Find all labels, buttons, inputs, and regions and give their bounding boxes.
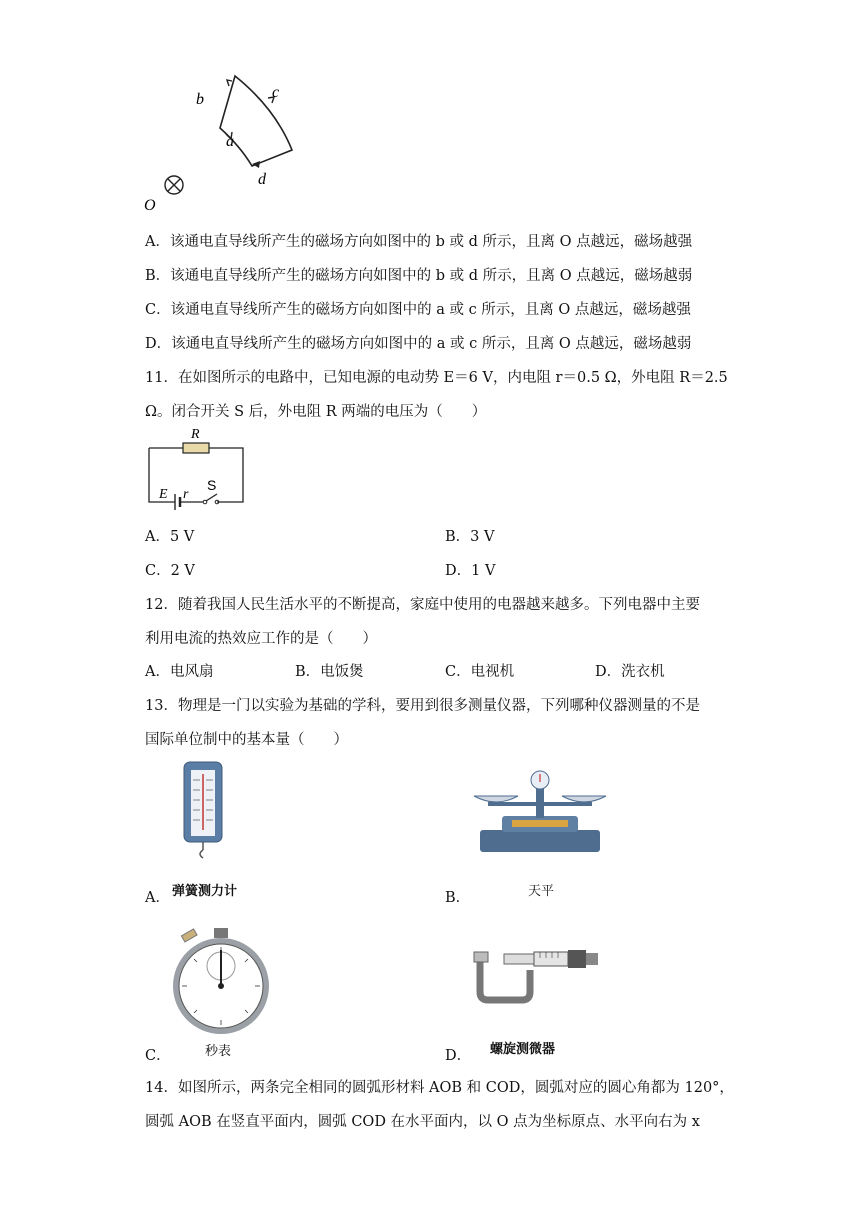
q11-stem-line2: Ω。闭合开关 S 后，外电阻 R 两端的电压为（ ） [145,404,487,420]
circuit-diagram [145,424,255,510]
q11-option-d: D．1 V [445,563,496,579]
q13-option-b-letter: B． [445,890,471,906]
label-r: r [183,487,189,502]
label-a: a [226,133,234,150]
q13-stem-line1: 13．物理是一门以实验为基础的学科，要用到很多测量仪器，下列哪种仪器测量的不是 [145,698,700,714]
magnetic-field-figure [140,68,310,218]
stopwatch-icon [166,922,276,1036]
q13-option-d-letter: D． [445,1048,472,1064]
q14-stem-line1: 14．如图所示，两条完全相同的圆弧形材料 AOB 和 COD，圆弧对应的圆心角都为 120°， [145,1080,734,1096]
q12-option-d: D．洗衣机 [595,664,665,680]
q12-option-c: C．电视机 [445,664,515,680]
q12-stem-line2: 利用电流的热效应工作的是（ ） [145,631,377,647]
label-d: d [258,171,266,188]
q13-caption-c: 秒表 [205,1044,232,1059]
q11-stem-line1: 11．在如图所示的电路中，已知电源的电动势 E＝6 V，内电阻 r＝0.5 Ω，外电阻 R＝2.5 [145,370,728,386]
arrow-d-icon [252,161,260,168]
resistor-icon [183,443,209,453]
q10-option-a: A．该通电直导线所产生的磁场方向如图中的 b 或 d 所示，且离 O 点越远，磁场越强 [145,234,693,250]
q12-option-a: A．电风扇 [145,664,214,680]
q10-option-b: B．该通电直导线所产生的磁场方向如图中的 b 或 d 所示，且离 O 点越远，磁场越弱 [145,268,693,284]
wire-into-page-icon [165,176,183,194]
label-S: S [207,477,217,493]
balance-icon [470,762,610,858]
q11-option-b: B．3 V [445,529,495,545]
q13-caption-a: 弹簧测力计 [172,884,238,899]
spring-scale-icon [178,760,228,860]
label-b: b [196,91,204,108]
q13-option-a-letter: A． [145,890,170,906]
q14-stem-line2: 圆弧 AOB 在竖直平面内，圆弧 COD 在水平面内，以 O 点为坐标原点、水平向右为 x [145,1114,700,1130]
label-R: R [191,427,200,442]
arrow-b-icon [227,80,232,86]
switch-icon [203,494,219,504]
q12-option-b: B．电饭煲 [295,664,364,680]
label-O: O [144,197,156,214]
label-c: c [272,84,280,101]
q10-option-d: D．该通电直导线所产生的磁场方向如图中的 a 或 c 所示，且离 O 点越远，磁场越弱 [145,336,692,352]
q11-option-c: C．2 V [145,563,195,579]
loop-path [220,76,292,166]
q13-stem-line2: 国际单位制中的基本量（ ） [145,732,348,748]
label-E: E [159,487,168,502]
q12-stem-line1: 12．随着我国人民生活水平的不断提高，家庭中使用的电器越来越多。下列电器中主要 [145,597,700,613]
q13-caption-b: 天平 [528,884,555,899]
q13-caption-d: 螺旋测微器 [490,1042,556,1057]
q10-option-c: C．该通电直导线所产生的磁场方向如图中的 a 或 c 所示，且离 O 点越远，磁场越强 [145,302,691,318]
q13-option-c-letter: C． [145,1048,171,1064]
micrometer-icon [470,944,602,1006]
q11-option-a: A．5 V [145,529,195,545]
